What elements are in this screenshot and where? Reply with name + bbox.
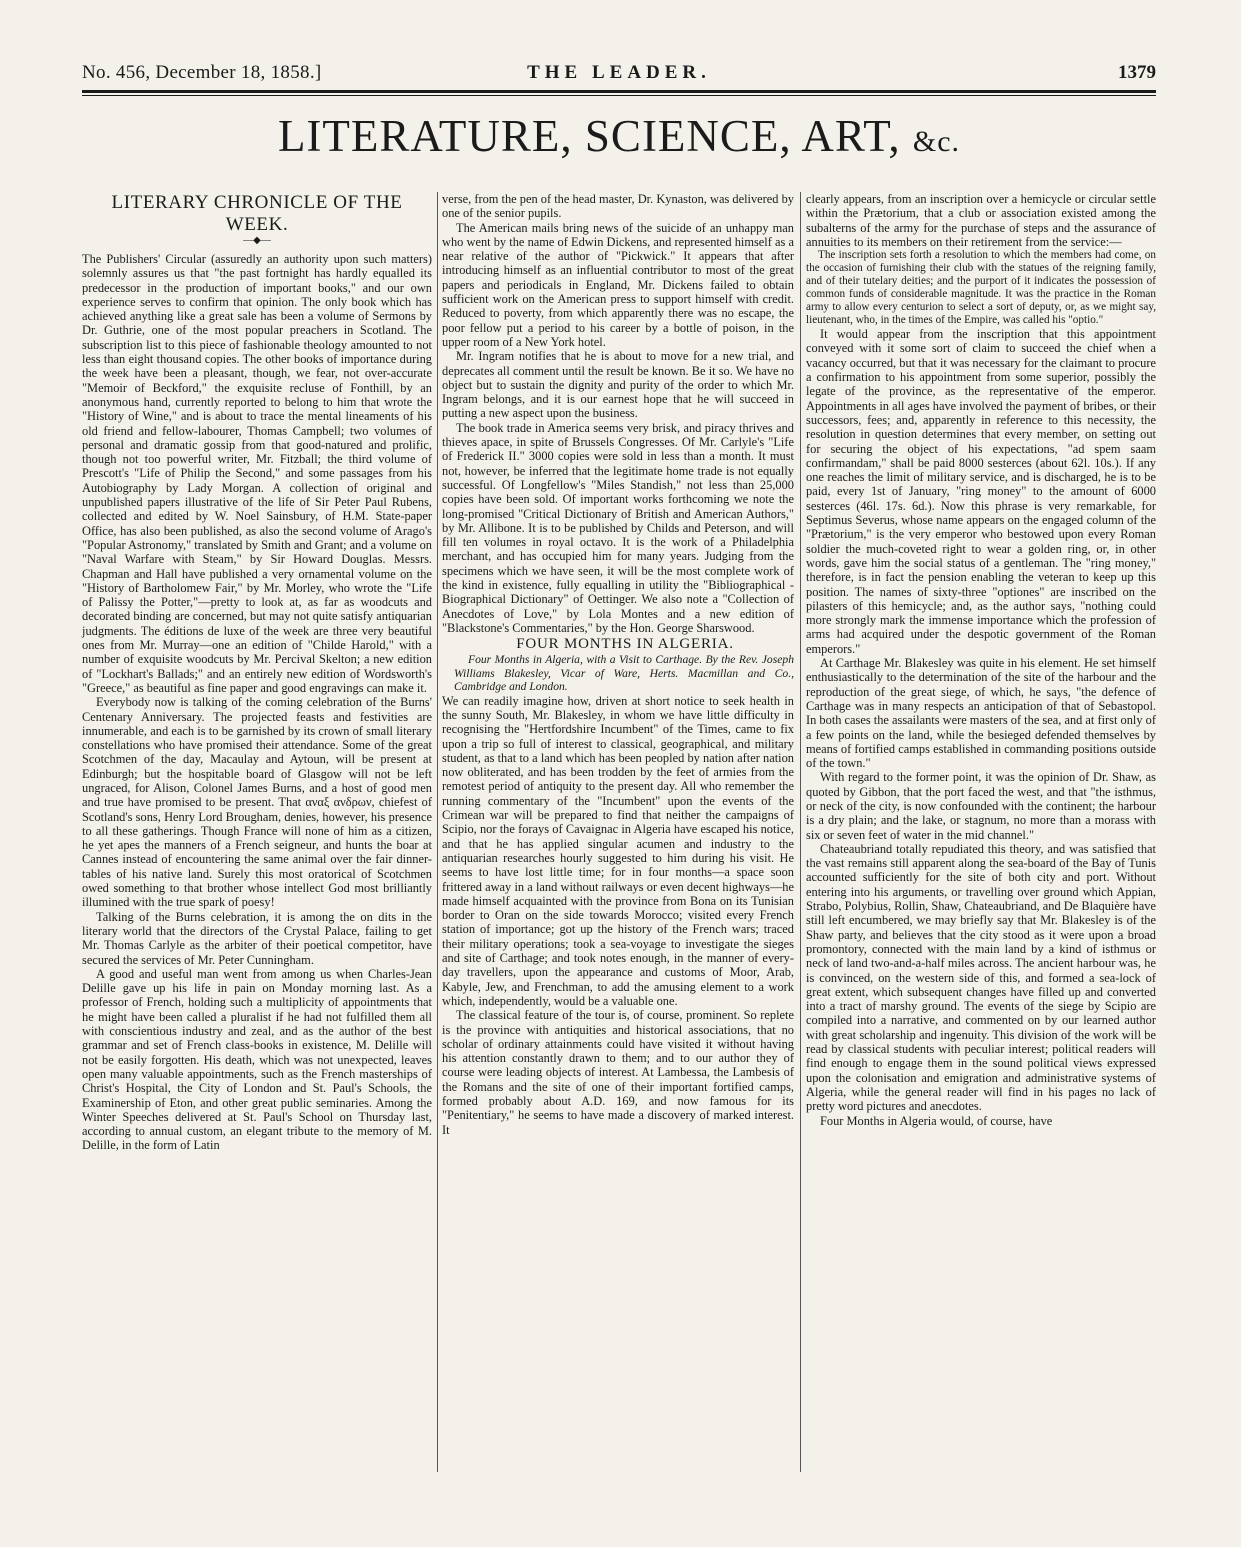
article-paragraph: A good and useful man went from among us when Charles-Jean Delille gave up his life in pain on Monday morning last. As a professor of French, holding such a multiplicity of appointments that he might have been called a pluralist if he had not fulfilled them all with conscientious industry and zeal, and as the author of the best grammar and set of French class-books in existence, M. Delille will not be easily forgotten. His death, which was not unexpected, leaves open many valuable appointments, such as the French masterships of Christ's Hospital, the City of London and St. Paul's Schools, the Examinership of Eton, and other great public seminaries. Among the Winter Speeches delivered at St. Paul's School on Thursday last, according to annual custom, an elegant tribute to the memory of M. Delille, in the form of Latin bbox=[82, 966, 432, 1153]
review-heading: FOUR MONTHS IN ALGERIA. bbox=[516, 636, 734, 653]
article-paragraph: The American mails bring news of the suicide of an unhappy man who went by the name of Edwin Dickens, and represented himself as a near relative of the author of "Pickwick." It appears that after introducing himself as an influential contributor to most of the great papers and periodicals in England, Mr. Dickens failed to obtain sufficient work on the American press to support himself with credit. Reduced to poverty, from which apparently there was no escape, the poor fellow put a period to his career by a bottle of poison, in the upper room of a New York hotel. bbox=[442, 220, 794, 349]
issue-date: No. 456, December 18, 1858.] bbox=[82, 62, 322, 83]
article-paragraph: With regard to the former point, it was the opinion of Dr. Shaw, as quoted by Gibbon, that the port faced the west, and that "the isthmus, or neck of the city, is now confounded with the continent; the harbour is a dry plain; and the lake, or stagnum, no more than a morass with six or seven feet of water in the mid channel." bbox=[806, 770, 1156, 842]
running-head bbox=[82, 62, 1156, 90]
column-3 bbox=[806, 192, 1156, 1128]
column-2 bbox=[442, 192, 794, 1137]
column-1 bbox=[82, 192, 432, 1153]
article-paragraph: At Carthage Mr. Blakesley was quite in his element. He set himself enthusiastically to the determination of the site of the harbour and the reproduction of the great siege, of which, he says, "the defence of Carthage was in many respects an anticipation of that of Sebastopol. In both cases the assailants were masters of the sea, and at first only of a few points on the land, while the besieged defended themselves by means of fortified camps established in commanding positions outside of the town." bbox=[806, 656, 1156, 771]
article-paragraph: Four Months in Algeria would, of course, have bbox=[820, 1113, 1053, 1128]
section-title-main: LITERATURE, SCIENCE, ART, bbox=[277, 111, 901, 161]
article-paragraph: We can readily imagine how, driven at short notice to seek health in the sunny South, Mr. Blakesley, in whom we have little difficulty in recognising the "Hertfordshire Incumbent" of the Times, came to fix upon a trip so full of interest to classical, geographical, and military student, as that to a land which has been peopled by nation after nation now obliterated, and has been trodden by the feet of armies from the remotest period of antiquity to the present day. All who remember the running commentary of the "Incumbent" upon the events of the Crimean war will be prepared to find that neither the campaigns of Scipio, nor the forays of Cavaignac in Algeria have escaped his notice, and that he has applied singular acumen and industry to the antiquarian researches hourly suggested to him during his visit. He seems to have lost little time; for in four months—a space soon frittered away in a land without railways or even decent highways—he made himself acquainted with the province from Bona on its Tunisian border to Oran on the side towards Morocco; visited every French station of importance; got up the history of the French wars; traced their military operations; took a sea-voyage to investigate the sieges and site of Carthage; and took notes enough, in the manner of every-day travellers, upon the appearance and customs of Moor, Arab, Kabyle, Jew, and Frenchman, to add the amusing element to a work which, independently, would be a valuable one. bbox=[442, 693, 794, 1008]
heading-ornament: —◆— bbox=[243, 235, 271, 246]
article-paragraph: Mr. Ingram notifies that he is about to move for a new trial, and deprecates all comment until the result be known. Be it so. We have no object but to sustain the dignity and purity of the order to which Mr. Ingram belongs, and it is our earnest hope that he will succeed in putting a new aspect upon the business. bbox=[442, 349, 794, 421]
section-title-etc: &c. bbox=[912, 125, 961, 158]
newspaper-title: THE LEADER. bbox=[527, 62, 711, 83]
header-rule-thick bbox=[82, 90, 1156, 93]
article-paragraph: clearly appears, from an inscription over a hemicycle or circular settle within the Prætorium, that a club or association existed among the subalterns of the army for the purchase of steps and the assurance of annuities to its members on their retirement from the service:— bbox=[806, 192, 1156, 249]
article-paragraph: Talking of the Burns celebration, it is among the on dits in the literary world that the directors of the Crystal Palace, failing to get Mr. Thomas Carlyle as the arbiter of their poetical competitor, have secured the services of Mr. Peter Cunningham. bbox=[82, 909, 432, 967]
section-title bbox=[82, 108, 1156, 170]
article-paragraph: verse, from the pen of the head master, Dr. Kynaston, was delivered by one of the senior pupils. bbox=[442, 192, 794, 221]
chronicle-heading: LITERARY CHRONICLE OF THE WEEK. bbox=[111, 192, 403, 235]
article-paragraph: The classical feature of the tour is, of course, prominent. So replete is the province with antiquities and historical associations, that no scholar of ordinary attainments could have visited it without having his attention constantly drawn to them; and to our author they of course were leading objects of interest. At Lambessa, the Lambesis of the Romans and the site of one of their important fortified camps, formed probably about A.D. 169, and now famous for its "Penitentiary," he seems to have made a discovery of marked interest. It bbox=[442, 1008, 794, 1137]
article-paragraph: The Publishers' Circular (assuredly an authority upon such matters) solemnly assures us that "the past fortnight has hardly equalled its predecessor in the production of important books," and our own experience serves to confirm that opinion. The only book which has achieved anything like a great sale has been a volume of Sermons by Dr. Guthrie, one of the most popular preachers in Scotland. The subscription list to this piece of fashionable theology amounted to not less than eight thousand copies. The other books of importance during the week have been a pleasant, though, we fear, not over-accurate "Memoir of Beckford," the exquisite recluse of Fonthill, by an anonymous hand, currently reported to belong to him that wrote the "History of Wine," and is about to trace the mental lineaments of his old friend and fellow-labourer, Thomas Campbell; two volumes of personal and dramatic gossip from that good-natured and prolific, though not too powerful writer, Mr. Fitzball; the third volume of Prescott's "Life of Philip the Second," and some passages from his Autobiography by Lady Morgan. A collection of original and unpublished papers illustrative of the life of Sir Peter Paul Rubens, collected and edited by W. Noel Sainsbury, of H.M. State-paper Office, has also been published, as also the second volume of Arago's "Popular Astronomy," translated by Smith and Grant; and a volume on "Naval Warfare with Steam," by Sir Howard Douglas. Messrs. Chapman and Hall have published a very ornamental volume on the "History of Bartholomew Fair," by Mr. Morley, who wrote the "Life of Palissy the Potter,"—pretty to look at, as far as woodcuts and decorated binding are concerned, but may not quite satisfy antiquarian judgments. The éditions de luxe of the week are three very beautiful ones from Mr. Murray—one an edition of "Childe Harold," with a number of exquisite woodcuts by Mr. Percival Skelton; a new edition of "Lockhart's Ballads;" and an entirely new edition of Wordsworth's "Greece," as beautiful as fine paper and good engravings can make it. bbox=[82, 252, 432, 695]
block-quote bbox=[806, 249, 1156, 327]
article-paragraph: It would appear from the inscription that this appointment conveyed with it some sort of claim to succeed the chief when a vacancy occurred, but that it was necessary for the claimant to procure a confirmation to his appointment from some superior, possibly the legate of the province, as the representative of the emperor. Appointments in all ages have involved the payment of bribes, or their successors, fees; and, apparently in reference to this necessity, the resolution in question determines that every member, on setting out for securing the object of his expectations, "ad spem saam confirmandam," shall be paid 8000 sesterces (about 62l. 10s.). If any one reaches the limit of military service, and is discharged, he is to be paid, every 1st of January, "ring money" to the amount of 6000 sesterces (46l. 17s. 6d.). Now this phrase is very remarkable, for Septimus Severus, whose name appears on the engaged column of the "Prætorium," is the very emperor who bestowed upon every Roman soldier the much-coveted right to wear a golden ring, or, in other words, gave him the social status of a gentleman. The "ring money," therefore, is in fact the pension enabling the veteran to keep up this position. The names of sixty-three "optiones" are inscribed on the pilasters of this hemicycle; and, as the author says, "nothing could more strongly mark the immense importance which the profession of arms had acquired under the despotic government of the Roman emperors." bbox=[806, 327, 1156, 656]
review-book-details: Four Months in Algeria, with a Visit to Carthage. By the Rev. Joseph Williams Blakesley, Vicar of Ware, Herts. Macmillan and Co., Cambridge and London. bbox=[454, 653, 794, 694]
column-divider-2 bbox=[800, 192, 801, 1472]
article-paragraph: The book trade in America seems very brisk, and piracy thrives and thieves apace, in spite of Brussels Congresses. Of Mr. Carlyle's "Life of Frederick II." 3000 copies were sold in less than a month. It must not, however, be inferred that the legitimate home trade is not equally successful. Of Longfellow's "Miles Standish," not less than 25,000 copies have been sold. Of important works forthcoming we note the long-promised "Critical Dictionary of British and American Authors," by Mr. Allibone. It is to be published by Childs and Peterson, and will fill ten volumes in royal octavo. It is the work of a Philadelphia merchant, and has occupied him for many years. Judging from the specimens which we have seen, it will be the most complete work of the kind in existence, fully equalling in utility the "Bibliographical - Biographical Dictionary" of Oettinger. We also note a "Collection of Anecdotes of Love," by Lola Montes and a new edition of "Blackstone's Commentaries," by the Hon. George Sharswood. bbox=[442, 420, 794, 635]
article-paragraph: Everybody now is talking of the coming celebration of the Burns' Centenary Anniversary. The projected feasts and festivities are innumerable, and each is to be garnished by its crown of small literary constellations who have promised their attendance. Some of the great Scotchmen of the day, Macaulay and Aytoun, will be present at Edinburgh; but the hospitable board of Glasgow will not be left ungraced, for Alison, Colonel James Burns, and a host of good men and true have promised to be present. That αναξ ανδρων, chiefest of Scotland's sons, Henry Lord Brougham, denies, however, his presence to all these gatherings. Though France will none of him as a citizen, he yet apes the manners of a French seigneur, and hunts the boar at Cannes instead of encountering the same animal over the fair dinner-tables of his native land. Surely this most oratorical of Scotchmen owed something to that brother whose intellect God most brilliantly illumined with the true spark of poesy! bbox=[82, 695, 432, 910]
article-paragraph: Chateaubriand totally repudiated this theory, and was satisfied that the vast remains still apparent along the sea-board of the Bay of Tunis accounted sufficiently for the site of both city and port. Without entering into his arguments, or travelling over ground which Appian, Strabo, Polybius, Rollin, Shaw, Chateaubriand, and De Blaquière have still left encumbered, we may briefly say that Mr. Blakesley is of the Shaw party, and believes that the city stood as it were upon a broad promontory, connected with the main land by a kind of isthmus or neck of land two-and-a-half miles across. The ancient harbour was, he is convinced, on the western side of this, and formed a sea-lock of great extent, which subsequent changes have filled up and converted into a tract of marshy ground. The events of the siege by Scipio are compiled into a narrative, and commented on by our learned author with great scholarship and ingenuity. This division of the work will be read by classical students with peculiar interest; political readers will find enough to engage them in the sound political views expressed upon the colonisation and emigration and administrative systems of Algeria, while the general reader will find in his pages no lack of pretty word pictures and anecdotes. bbox=[806, 841, 1156, 1114]
column-divider-1 bbox=[437, 192, 438, 1472]
page-number: 1379 bbox=[1118, 62, 1156, 83]
quote-text: The inscription sets forth a resolution to which the members had come, on the occasion of furnishing their club with the statues of the reigning family, and of their tutelary deities; and the purport of it indicates the possession of common funds of considerable magnitude. It was the practice in the Roman army to allow every centurion to select a sort of deputy, or, as we might say, lieutenant, who, in the times of the Empire, was called his "optio." bbox=[806, 249, 1156, 327]
header-rule-thin bbox=[82, 95, 1156, 96]
